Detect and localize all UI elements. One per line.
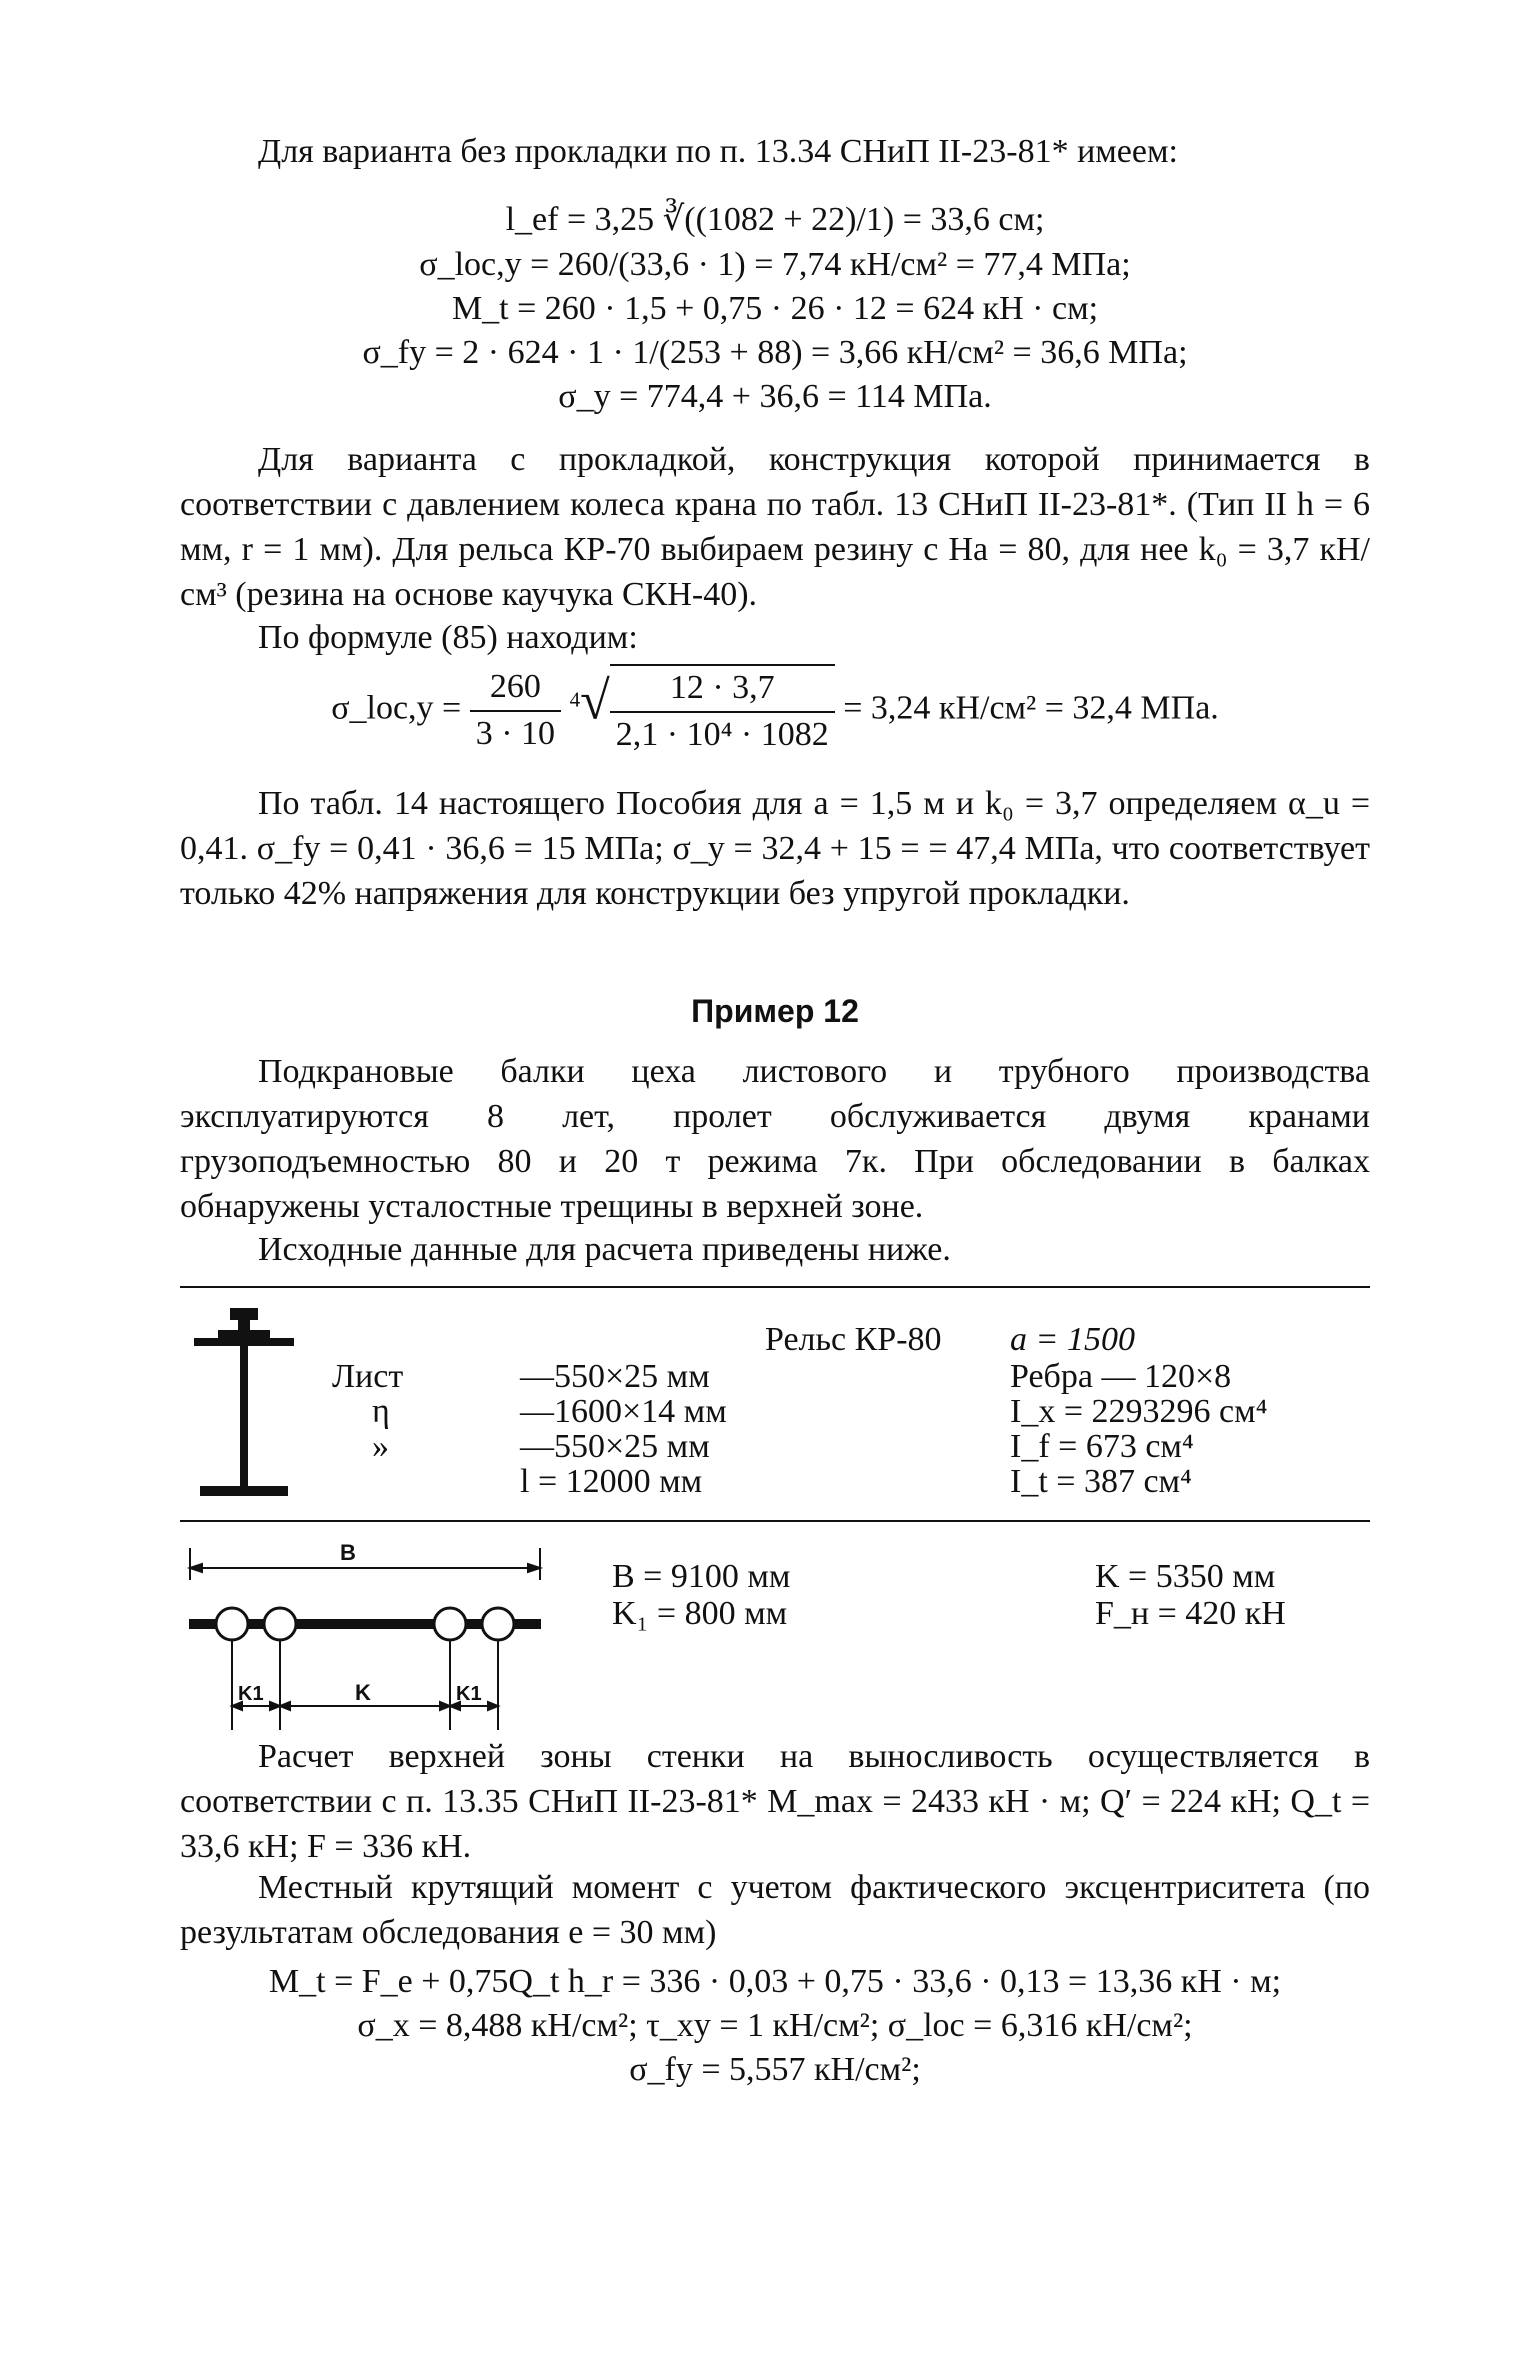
fig-label-k1-left: K1 xyxy=(238,1683,264,1705)
table14-paragraph: По табл. 14 настоящего Пособия для a = 1,5 м и k₀ = 3,7 определяем α_u = 0,41. σ_fy = 0,41 · 36,6 = 15 МПа; σ_y = 32,4 + 15 = = 47,4 МПа, что соответствует только 42% напряжения для конструкции без упругой прокладки. xyxy=(180,785,1370,912)
eq-stresses: σ_x = 8,488 кН/см²; τ_xy = 1 кН/см²; σ_loc = 6,316 кН/см²; xyxy=(357,2007,1193,2044)
web-dim: —1600×14 мм xyxy=(520,1393,727,1430)
eq-sigma-fy2: σ_fy = 5,557 кН/см²; xyxy=(629,2051,921,2088)
eq85-lhs: σ_loc,y = xyxy=(331,689,462,727)
eq-mt2: M_t = F_e + 0,75Q_t h_r = 336 · 0,03 + 0,75 · 33,6 · 0,13 = 13,36 кН · м; xyxy=(268,1963,1282,2000)
if-value: I_f = 673 см⁴ xyxy=(1010,1428,1194,1465)
crane-wheel-diagram xyxy=(180,1540,560,1740)
eq-lef: l_ef = 3,25 ∛((1082 + 22)/1) = 33,6 см; xyxy=(505,201,1045,238)
fh-value: F_н = 420 кН xyxy=(1095,1595,1286,1632)
ditto-label-1: η xyxy=(372,1393,390,1430)
span-length: l = 12000 мм xyxy=(520,1463,703,1500)
example-heading: Пример 12 xyxy=(691,993,859,1029)
torque-paragraph: Местный крутящий момент с учетом фактического эксцентриситета (по результатам обследования e = 30 мм) xyxy=(180,1869,1370,1951)
eq85-rhs: = 3,24 кН/см² = 32,4 МПа. xyxy=(843,689,1219,727)
eq-85 xyxy=(180,664,1370,756)
b-value: B = 9100 мм xyxy=(612,1558,791,1595)
eq-mt: M_t = 260 · 1,5 + 0,75 · 26 · 12 = 624 кН · см; xyxy=(451,290,1099,327)
table-mid-rule xyxy=(180,1520,1370,1522)
eq85-root-index: 4 xyxy=(569,687,581,712)
gasket-paragraph: Для варианта с прокладкой, конструкция которой принимается в соответствии с давлением колеса крана по табл. 13 СНиП II-23-81*. (Тип II h = 6 мм, r = 1 мм). Для рельса КР-70 выбираем резину с На = 80, для нее k₀ = 3,7 кН/см³ (резина на основе каучука СКН-40). xyxy=(180,441,1370,613)
rail-label: Рельс КР-80 xyxy=(765,1321,942,1358)
fig-label-k: K xyxy=(355,1680,371,1705)
eq-sigma-y: σ_y = 774,4 + 36,6 = 114 МПа. xyxy=(558,378,992,415)
fig-label-b: B xyxy=(340,1540,356,1565)
ditto-label-2: » xyxy=(372,1428,389,1465)
a-value: a = 1500 xyxy=(1010,1321,1135,1358)
stiffener-dim: Ребра — 120×8 xyxy=(1010,1358,1232,1395)
top-flange-dim: —550×25 мм xyxy=(520,1358,710,1395)
ix-value: I_x = 2293296 см⁴ xyxy=(1010,1393,1268,1430)
table-top-rule xyxy=(180,1286,1370,1288)
eq85-frac1-den: 3 · 10 xyxy=(475,714,556,752)
bottom-flange-dim: —550×25 мм xyxy=(520,1428,710,1465)
radical-sign: √ xyxy=(580,670,610,731)
eq85-frac1 xyxy=(470,665,561,757)
i-beam-icon xyxy=(190,1306,300,1502)
eq85-frac1-num: 260 xyxy=(470,665,561,712)
input-data-line: Исходные данные для расчета приведены ниже. xyxy=(258,1231,951,1268)
eq85-frac2-den: 2,1 · 10⁴ · 1082 xyxy=(615,715,829,753)
intro-paragraph: Для варианта без прокладки по п. 13.34 СНиП II-23-81* имеем: xyxy=(258,133,1178,170)
it-value: I_t = 387 см⁴ xyxy=(1010,1463,1192,1500)
fatigue-paragraph: Расчет верхней зоны стенки на выносливость осуществляется в соответствии с п. 13.35 СНиП II-23-81* M_max = 2433 кН · м; Q′ = 224 кН; Q_t = 33,6 кН; F = 336 кН. xyxy=(180,1738,1370,1865)
eq-sigma-loc: σ_loc,y = 260/(33,6 · 1) = 7,74 кН/см² = 77,4 МПа; xyxy=(419,246,1131,283)
example-paragraph: Подкрановые балки цеха листового и трубного производства эксплуатируются 8 лет, пролет обслуживается двумя кранами грузоподъемностью 80 и 20 т режима 7к. При обследовании в балках обнаружены усталостные трещины в верхней зоне. xyxy=(180,1053,1370,1225)
eq-sigma-fy: σ_fy = 2 · 624 · 1 · 1/(253 + 88) = 3,66 кН/см² = 36,6 МПа; xyxy=(362,334,1188,371)
k-value: K = 5350 мм xyxy=(1095,1558,1276,1595)
formula-intro: По формуле (85) находим: xyxy=(258,619,638,656)
eq85-frac2 xyxy=(610,664,835,758)
k1-value: K₁ = 800 мм xyxy=(612,1595,788,1632)
sheet-label: Лист xyxy=(332,1358,404,1395)
fig-label-k1-right: K1 xyxy=(456,1683,482,1705)
eq85-frac2-num: 12 · 3,7 xyxy=(610,666,835,713)
